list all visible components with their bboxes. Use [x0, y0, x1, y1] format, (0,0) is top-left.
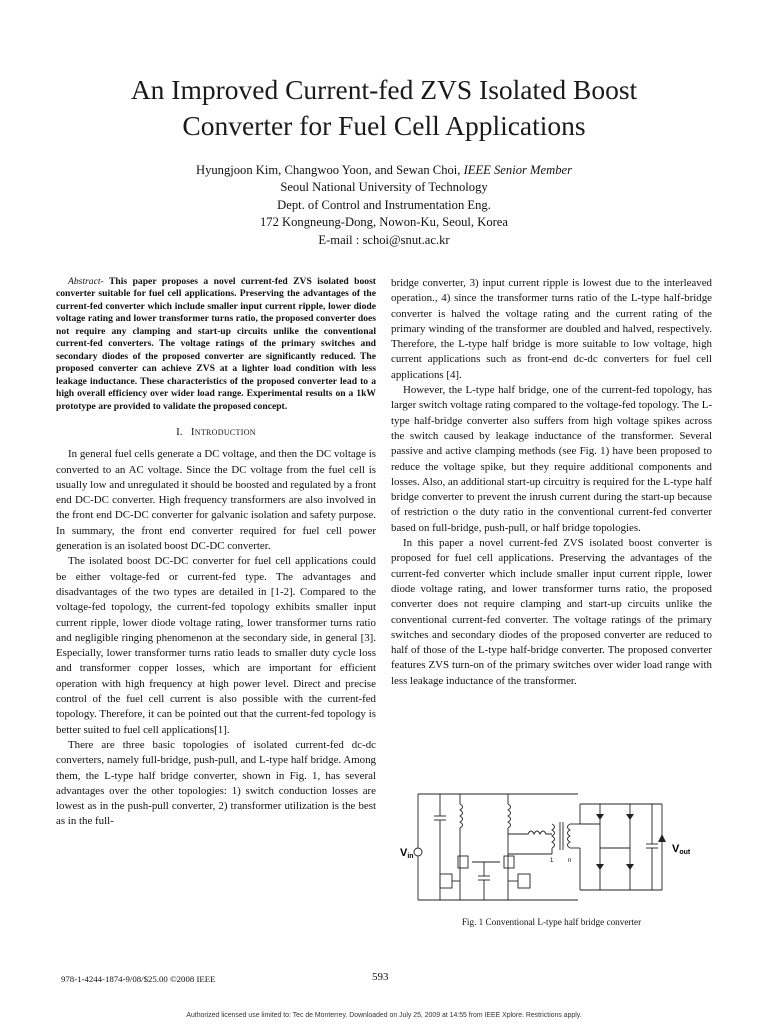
page-number: 593	[372, 971, 389, 983]
affiliation-line: Seoul National University of Technology	[280, 180, 488, 195]
license-notice: Authorized licensed use limited to: Tec de Monterrey. Downloaded on July 25, 2009 at 14:55 from IEEE Xplore. Restrictions apply.	[186, 1012, 582, 1019]
left-column	[56, 276, 376, 830]
author-block	[60, 162, 708, 249]
section-numeral: I.	[176, 425, 183, 438]
copyright-notice: 978-1-4244-1874-9/08/$25.00 ©2008 IEEE	[61, 974, 216, 984]
paper-title	[60, 72, 708, 144]
author-line	[60, 162, 708, 179]
body-paragraph: In general fuel cells generate a DC voltage, and then the DC voltage is converted to an AC voltage. Since the DC voltage from the fuel cell is usually low and unregulated it should be boosted and regulated by a front end DC-DC converter. High frequency transformers are also involved in the front end DC-DC converter for galvanic isolation and safety purpose. In summary, the front end converter required for fuel cell power generation is an isolated boost DC-DC converter.	[56, 448, 376, 553]
affiliation-line: 172 Kongneung-Dong, Nowon-Ku, Seoul, Korea	[260, 215, 508, 230]
turns-ratio-1: 1	[550, 858, 554, 864]
vin-label: Vin	[400, 847, 414, 860]
right-column	[391, 276, 712, 689]
abstract	[56, 276, 376, 413]
abstract-label: Abstract-	[68, 276, 104, 287]
email-line: E-mail : schoi@snut.ac.kr	[318, 232, 450, 247]
affiliation-line: Dept. of Control and Instrumentation Eng.	[277, 197, 491, 212]
body-paragraph: In this paper a novel current-fed ZVS isolated boost converter is proposed for fuel cell applications. Preserving the advantages of the current-fed converter which include smaller input current ripple, lower diode voltage rating, and lower transformer turns ratio, the proposed converter does not require clamping and start-up circuits unlike the conventional current-fed converter. The voltage ratings of the primary switches and secondary diodes of the proposed converter are reduced to half of those of the L-type half-bridge converter. The proposed converter features ZVS turn-on of the primary switches over wider load range with less leakage inductance of the transformer.	[391, 537, 712, 687]
figure-caption: Fig. 1 Conventional L-type half bridge converter	[461, 917, 642, 927]
body-paragraph: However, the L-type half bridge, one of the current-fed topology, has larger switch voltage rating compared to the voltage-fed topology. The L-type half-bridge converter also suffers from high voltage spikes across the switch caused by leakage inductance of the transformer. Several passive and active clamping methods (see Fig. 1) have been proposed to reduce the voltage spike, but they require additional components and losses. Also, an additional start-up circuitry is required for the L-type half bridge converter to prevent the inrush current during the start-up because of restriction o the duty ratio in the conventional current-fed converter based on full-bridge, push-pull, or half bridge topologies.	[391, 384, 712, 534]
section-heading	[56, 425, 376, 440]
title-line-1: An Improved Current-fed ZVS Isolated Boost	[130, 74, 638, 105]
author-names: Hyungjoon Kim, Changwoo Yoon, and Sewan Choi,	[195, 163, 464, 177]
vout-label: Vout	[672, 843, 691, 856]
abstract-text: This paper proposes a novel current-fed ZVS isolated boost converter suitable for fuel cell applications. Preserving the advantages of the current-fed converter which include smaller input current ripple, lower diode voltage rating and lower transformer turns ratio, the proposed converter does not require any clamping and start-up circuits unlike the conventional current-fed converters. The voltage ratings of the primary switches and secondary diodes of the proposed converter are significantly reduced. The proposed converter can achieve ZVS at a lighter load condition with less leakage inductance. These characteristics of the proposed converter lead to a high overall efficiency over wider load range. Experimental results on a 1kW prototype are provided to validate the proposed concept.	[56, 276, 376, 412]
author-role: IEEE Senior Member	[463, 163, 573, 177]
turns-ratio-n: n	[568, 858, 572, 864]
circuit-diagram	[400, 790, 700, 910]
body-paragraph: bridge converter, 3) input current ripple is lowest due to the interleaved operation., 4) since the transformer turns ratio of the L-type half-bridge converter is halved the voltage rating and the current rating of the primary winding of the transformer are doubled and halved, respectively. Therefore, the L-type half bridge is more suitable to low voltage, high current applications such as front-end dc-dc converters for fuel cell applications [4].	[391, 277, 712, 381]
body-paragraph: The isolated boost DC-DC converter for fuel cell applications could be either voltage-fed or current-fed type. The advantages and disadvantages of the two types are detailed in [1-2]. Compared to the voltage-fed topology, the current-fed topology exhibits smaller input current ripple, lower diode voltage rating, lower transformer turns ratio and negligible ringing phenomenon at the secondary side, in general [3]. Especially, lower transformer turns ratio leads to smaller duty cycle loss and transformer copper losses, which are important for efficient operation with high frequency at high power level. Direct and precise control of the fuel cell current is also possible with the current-fed topology. Therefore, it can be pointed out that the current-fed topology is better suited to fuel cell applications[1].	[56, 555, 376, 736]
section-title: Introduction	[190, 425, 256, 438]
body-paragraph: There are three basic topologies of isolated current-fed dc-dc converters, namely full-bridge, push-pull, and L-type half bridge. Among them, the L-type half bridge converter, shown in Fig. 1, has several advantages over the other topologies: 1) switch conduction losses are lowest as in the push-pull converter, 2) transformer utilization is the best as in the full-	[56, 738, 376, 828]
title-line-2: Converter for Fuel Cell Applications	[182, 110, 586, 141]
